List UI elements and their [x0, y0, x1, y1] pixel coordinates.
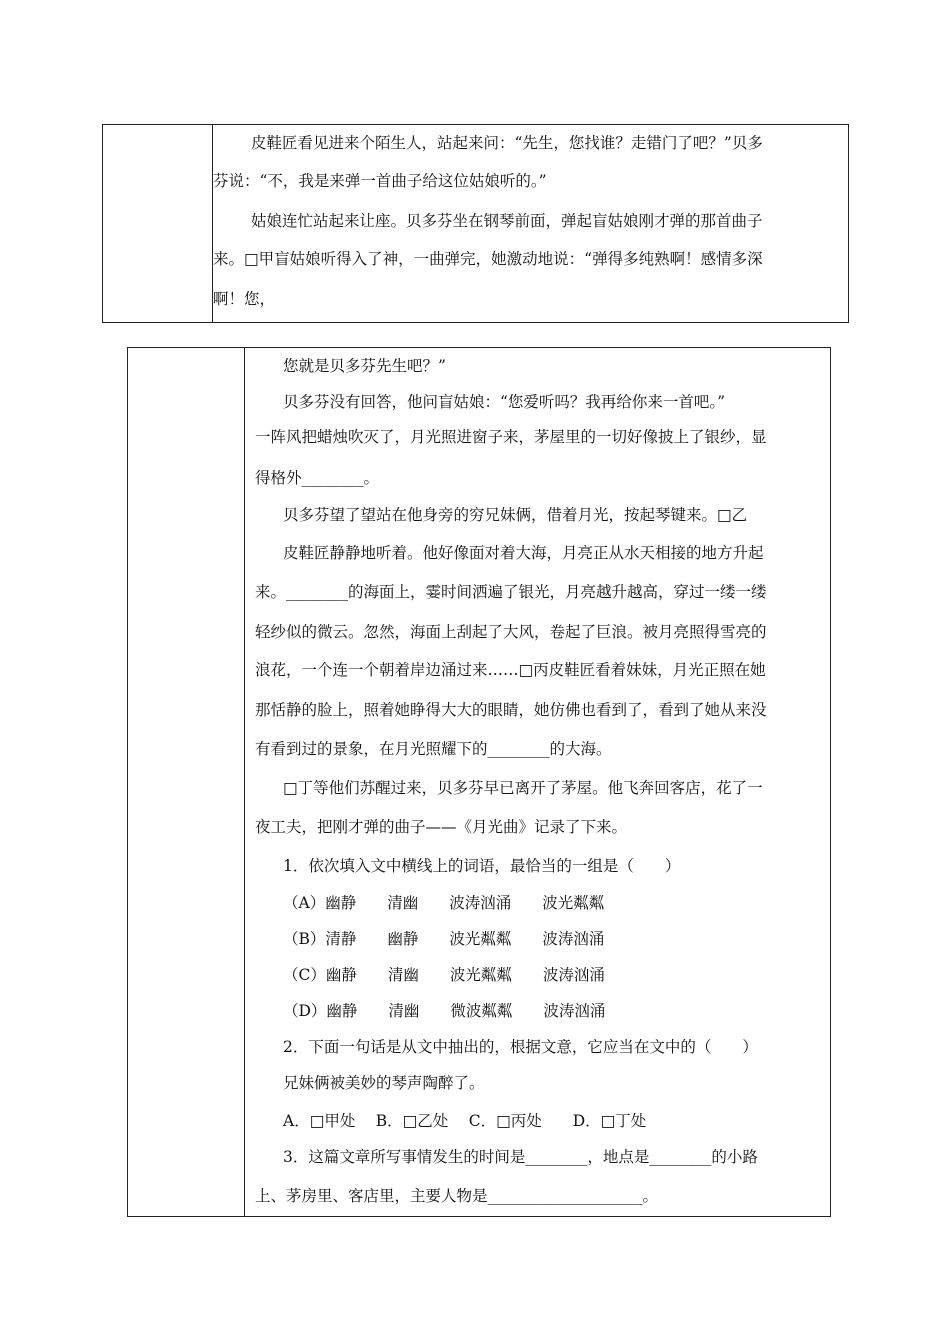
question-2-sentence: 兄妹俩被美妙的琴声陶醉了。	[283, 1074, 485, 1092]
question-3: 3．这篇文章所写事情发生的时间是________，地点是________的小路	[283, 1148, 758, 1166]
upper-table-text-cell	[213, 125, 848, 322]
text-line: 皮鞋匠静静地听着。他好像面对着大海，月亮正从水天相接的地方升起	[283, 544, 764, 562]
text-line: 贝多芬没有回答，他问盲姑娘：“您爱听吗？我再给你来一首吧。”	[283, 393, 726, 411]
text-line: 贝多芬望了望站在他身旁的穷兄妹俩，借着月光，按起琴键来。□乙	[283, 506, 748, 524]
option-d: （D）幽静 清幽 微波粼粼 波涛汹涌	[283, 1002, 606, 1020]
question-2: 2．下面一句话是从文中抽出的，根据文意，它应当在文中的（ ）	[283, 1038, 758, 1056]
text-line: 那恬静的脸上，照着她睁得大大的眼睛，她仿佛也看到了，看到了她从来没	[255, 701, 767, 719]
text-line: 浪花，一个连一个朝着岸边涌过来……□丙皮鞋匠看着妹妹，月光正照在她	[255, 661, 766, 679]
lower-table	[127, 347, 831, 1217]
question-1: 1．依次填入文中横线上的词语，最恰当的一组是（ ）	[283, 857, 681, 875]
text-line: 轻纱似的微云。忽然，海面上刮起了大风，卷起了巨浪。被月亮照得雪亮的	[255, 623, 767, 641]
text-line: 啊！您，	[213, 290, 276, 308]
question-2-options: A．□甲处 B．□乙处 C．□丙处 D．□丁处	[283, 1112, 647, 1130]
upper-table	[102, 124, 849, 323]
text-line: 得格外________。	[255, 469, 380, 487]
text-line: 芬说：“不，我是来弹一首曲子给这位姑娘听的。”	[213, 172, 547, 190]
text-line: 有看到过的景象，在月光照耀下的________的大海。	[255, 740, 612, 758]
text-line: 来。□甲盲姑娘听得入了神，一曲弹完，她激动地说：“弹得多纯熟啊！感情多深	[213, 250, 763, 268]
text-line: 皮鞋匠看见进来个陌生人，站起来问：“先生，您找谁？走错门了吧？”贝多	[251, 134, 763, 152]
upper-table-left-cell	[103, 125, 213, 322]
text-line: 来。________的海面上，霎时间洒遍了银光，月亮越升越高，穿过一缕一缕	[255, 583, 767, 601]
option-c: （C）幽静 清幽 波光粼粼 波涛汹涌	[283, 966, 605, 984]
lower-table-text-cell	[245, 348, 830, 1216]
option-b: （B）清静 幽静 波光粼粼 波涛汹涌	[283, 930, 605, 948]
text-line: 一阵风把蜡烛吹灭了，月光照进窗子来，茅屋里的一切好像披上了银纱，显	[255, 428, 767, 446]
text-line: □丁等他们苏醒过来，贝多芬早已离开了茅屋。他飞奔回客店，花了一	[283, 779, 763, 797]
text-line: 姑娘连忙站起来让座。贝多芬坐在钢琴前面，弹起盲姑娘刚才弹的那首曲子	[251, 212, 763, 230]
text-line: 夜工夫，把刚才弹的曲子——《月光曲》记录了下来。	[255, 818, 628, 836]
question-3-cont: 上、茅房里、客店里，主要人物是____________________。	[255, 1187, 659, 1205]
option-a: （A）幽静 清幽 波涛汹涌 波光粼粼	[283, 894, 605, 912]
text-line: 您就是贝多芬先生吧？”	[283, 357, 446, 375]
lower-table-left-cell	[128, 348, 245, 1216]
